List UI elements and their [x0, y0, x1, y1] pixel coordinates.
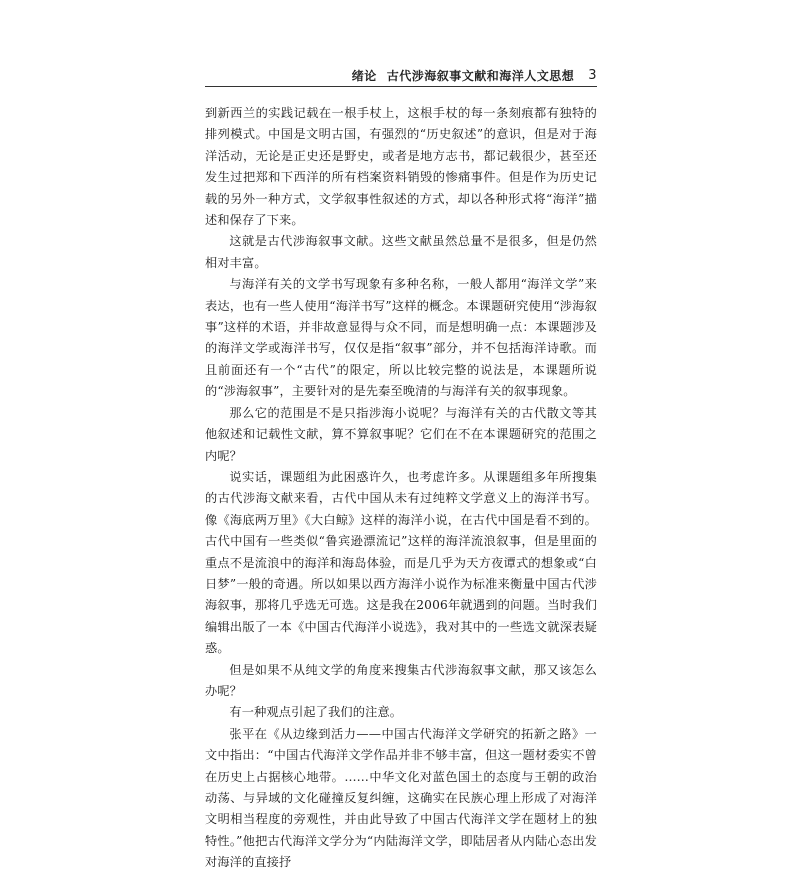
paragraph: 这就是古代涉海叙事文献。这些文献虽然总量不是很多，但是仍然相对丰富。 — [205, 234, 597, 270]
header-chapter: 绪论 — [351, 68, 377, 83]
paragraph: 到新西兰的实践记载在一根手杖上，这根手杖的每一条刻痕都有独特的排列模式。中国是文明古国，有强烈的“历史叙述”的意识，但是对于海洋活动，无论是正史还是野史，或者是地方志书，都记载很少，甚至还发生过把郑和下西洋的所有档案资料销毁的惨痛事件。但是作为历史记载的另外一种方式，文学叙事性叙述的方式，却以各种形式将“海洋”描述和保存了下来。 — [205, 106, 597, 228]
header-rule — [205, 86, 597, 87]
header-title: 古代涉海叙事文献和海洋人文思想 — [386, 68, 575, 83]
paragraph: 有一种观点引起了我们的注意。 — [229, 705, 403, 720]
page-number: 3 — [588, 67, 597, 83]
paragraph: 但是如果不从纯文学的角度来搜集古代涉海叙事文献，那又该怎么办呢？ — [205, 662, 597, 698]
running-header — [205, 66, 597, 84]
paragraph: 与海洋有关的文学书写现象有多种名称，一般人都用“海洋文学”来表达，也有一些人使用“海洋书写”这样的概念。本课题研究使用“涉海叙事”这样的术语，并非故意显得与众不同，而是想明确一点：本课题涉及的海洋文学或海洋书写，仅仅是指“叙事”部分，并不包括海洋诗歌。而且前面还有一个“古代”的限定，所以比较完整的说法是，本课题所说的“涉海叙事”，主要针对的是先秦至晚清的与海洋有关的叙事现象。 — [205, 277, 597, 399]
body-text — [205, 103, 597, 874]
paragraph: 那么它的范围是不是只指涉海小说呢？与海洋有关的古代散文等其他叙述和记载性文献，算不算叙事呢？它们在不在本课题研究的范围之内呢？ — [205, 405, 597, 463]
paragraph: 说实话，课题组为此困惑许久，也考虑许多。从课题组多年所搜集的古代涉海文献来看，古代中国从未有过纯粹文学意义上的海洋书写。像《海底两万里》《大白鲸》这样的海洋小说，在古代中国是看不到的。古代中国有一些类似“鲁宾逊漂流记”这样的海洋流浪叙事，但是里面的重点不是流浪中的海洋和海岛体验，而是几乎为天方夜谭式的想象或“白日梦”一般的奇遇。所以如果以西方海洋小说作为标准来衡量中国古代涉海叙事，那将几乎选无可选。这是我在2006年就遇到的问题。当时我们编辑出版了一本《中国古代海洋小说选》，我对其中的一些选文就深表疑惑。 — [205, 469, 597, 656]
paragraph: 张平在《从边缘到活力——中国古代海洋文学研究的拓新之路》一文中指出：“中国古代海洋文学作品并非不够丰富，但这一题材委实不曾在历史上占据核心地带。……中华文化对蓝色国土的态度与王朝的政治动荡、与异域的文化碰撞反复纠缠，这确实在民族心理上形成了对海洋文明相当程度的旁观性，并由此导致了中国古代海洋文学在题材上的独特性。”他把古代海洋文学分为“内陆海洋文学，即陆居者从内陆心态出发对海洋的直接抒 — [205, 726, 597, 870]
